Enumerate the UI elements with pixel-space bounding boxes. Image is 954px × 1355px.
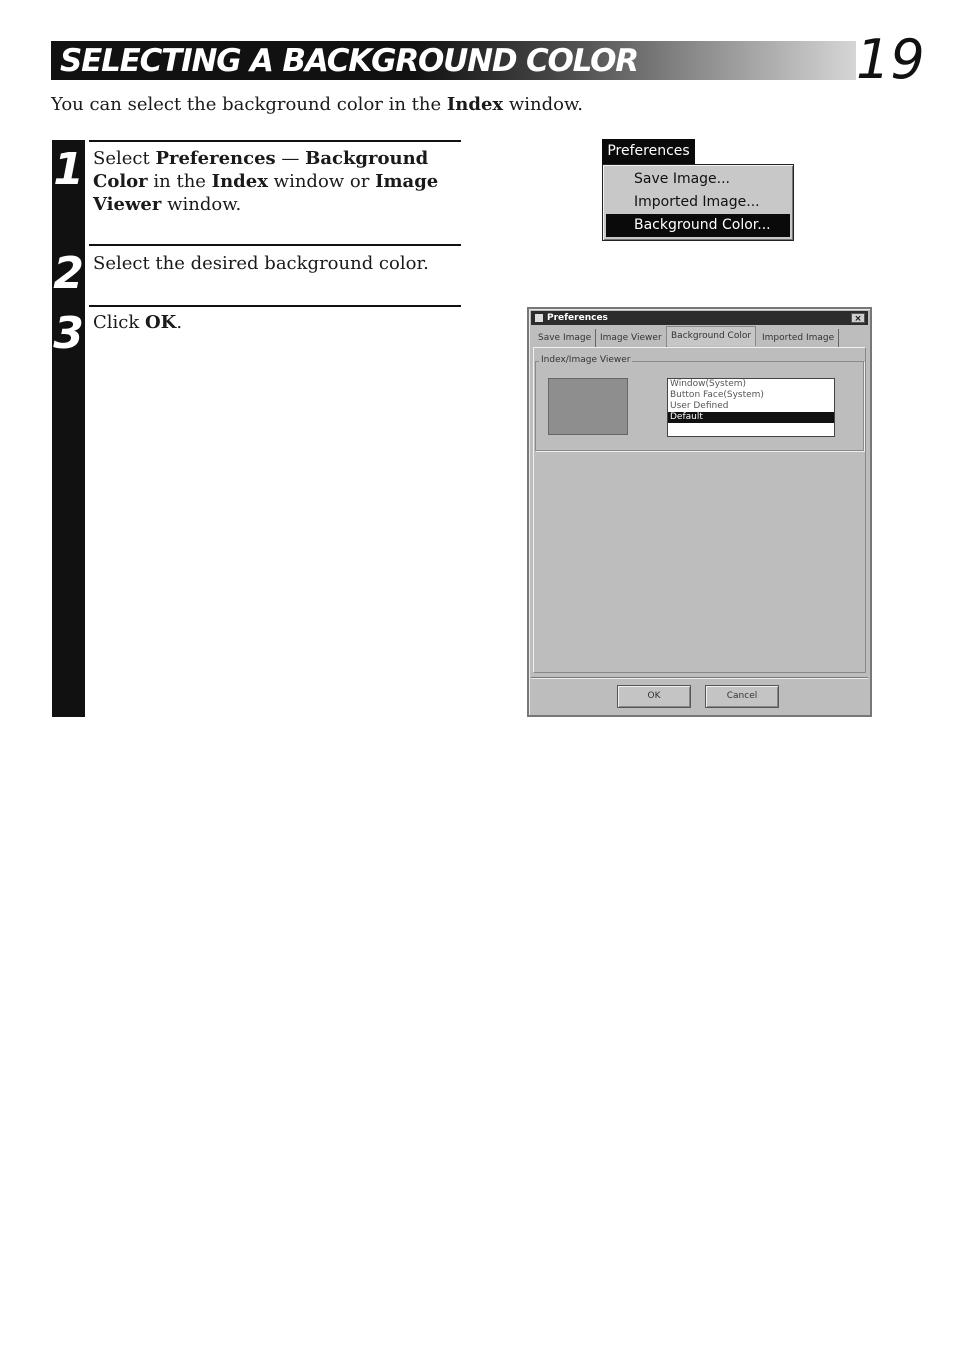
step-text-segment: window or — [267, 171, 376, 192]
step-3-text — [93, 311, 463, 334]
intro-before: You can select the background color in the — [51, 94, 447, 115]
close-icon[interactable]: × — [851, 313, 865, 323]
tab-save-image[interactable]: Save Image — [534, 329, 596, 348]
step-text-segment: Select the desired background color. — [93, 253, 429, 274]
menu-item-imported-image[interactable]: Imported Image... — [634, 194, 760, 210]
preferences-menu-title[interactable]: Preferences — [602, 139, 695, 164]
group-label: Index/Image Viewer — [541, 355, 631, 365]
list-item[interactable]: Window(System) — [670, 379, 747, 389]
ok-button[interactable]: OK — [617, 685, 691, 708]
menu-item-save-image[interactable]: Save Image... — [634, 171, 731, 187]
window-icon — [535, 314, 543, 322]
step-3-number: 3 — [53, 308, 84, 359]
step-2-text — [93, 252, 463, 275]
step-text-segment: Background Color — [93, 148, 429, 192]
step-3-rule — [89, 305, 461, 307]
step-text-segment: in the — [147, 171, 212, 192]
step-text-segment: — — [275, 148, 306, 169]
intro-text — [51, 92, 583, 118]
list-item-selected[interactable]: Default — [668, 412, 834, 423]
step-text-segment: Index — [211, 171, 268, 192]
step-1-text — [93, 147, 463, 216]
step-number-band — [52, 140, 85, 717]
step-text-segment: Image Viewer — [93, 171, 439, 215]
color-preview — [548, 378, 628, 435]
step-1-rule — [89, 140, 461, 142]
step-2-rule — [89, 244, 461, 246]
color-listbox[interactable] — [667, 378, 835, 437]
cancel-button[interactable]: Cancel — [705, 685, 779, 708]
step-text-segment: OK — [145, 312, 177, 333]
tab-imported-image[interactable]: Imported Image — [758, 329, 839, 348]
preferences-dialog — [527, 307, 872, 717]
step-text-segment: Preferences — [155, 148, 276, 169]
tab-image-viewer[interactable]: Image Viewer — [596, 329, 667, 348]
step-text-segment: Select — [93, 148, 156, 169]
preferences-menu — [602, 164, 794, 241]
intro-after: window. — [503, 94, 584, 115]
list-item[interactable]: Button Face(System) — [670, 390, 764, 400]
list-item[interactable]: User Defined — [670, 401, 729, 411]
menu-item-background-color[interactable]: Background Color... — [606, 214, 790, 237]
step-2-number: 2 — [53, 248, 84, 299]
dialog-title: Preferences — [547, 313, 608, 323]
step-text-segment: . — [176, 312, 183, 333]
page-title: SELECTING A BACKGROUND COLOR — [60, 43, 638, 79]
step-text-segment: Click — [93, 312, 145, 333]
page-number: 19 — [856, 28, 925, 91]
dialog-separator — [531, 677, 868, 679]
dialog-titlebar — [531, 311, 868, 325]
intro-bold: Index — [446, 94, 504, 115]
tab-background-color[interactable]: Background Color — [666, 326, 756, 346]
step-1-number: 1 — [53, 144, 84, 195]
step-text-segment: window. — [161, 194, 242, 215]
